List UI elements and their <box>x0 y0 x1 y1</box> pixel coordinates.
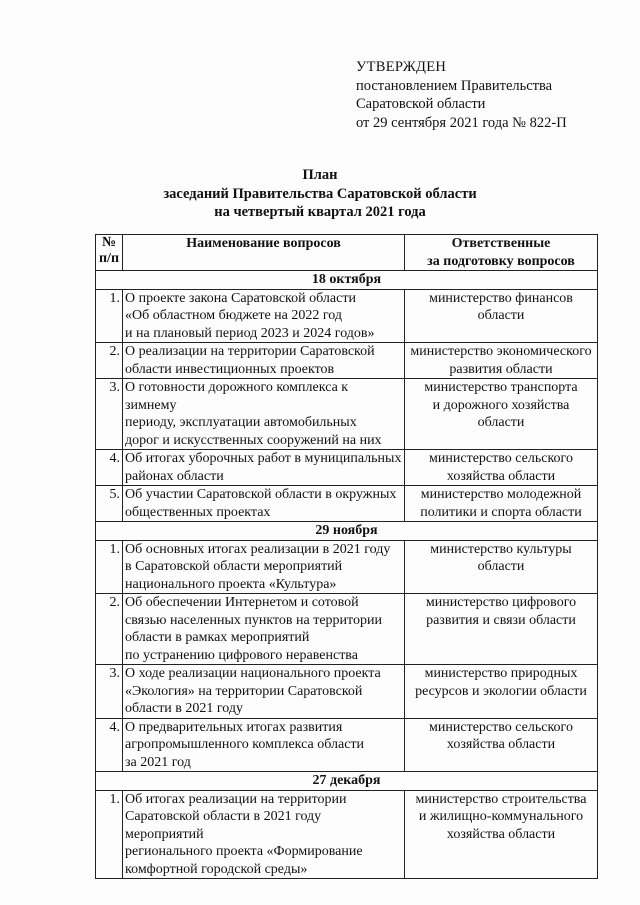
responsible-text: министерство транспорта и дорожного хозяйства области <box>405 379 598 450</box>
approval-line-2: Саратовской области <box>356 96 486 112</box>
row-number: 2. <box>96 594 123 665</box>
approval-heading: УТВЕРЖДЕН <box>356 59 447 75</box>
table-row <box>96 289 598 343</box>
plan-table <box>95 234 598 879</box>
date-row <box>96 522 598 541</box>
table-row <box>96 790 598 879</box>
header-responsible-line-1: Ответственные <box>451 236 551 251</box>
header-number-line-1: № <box>101 235 117 250</box>
meeting-date: 27 декабря <box>96 772 598 791</box>
date-row <box>96 271 598 290</box>
responsible-text: министерство строительства и жилищно-коммунального хозяйства области <box>405 790 598 879</box>
row-number: 3. <box>96 665 123 719</box>
header-responsible <box>405 235 598 271</box>
table-row <box>96 343 598 379</box>
question-text: О ходе реализации национального проекта «Экология» на территории Саратовской области в 2021 году <box>123 665 405 719</box>
responsible-text: министерство финансов области <box>405 289 598 343</box>
approval-line-3: от 29 сентября 2021 года № 822-П <box>356 114 567 131</box>
header-question: Наименование вопросов <box>123 235 405 271</box>
table-row <box>96 379 598 450</box>
question-text: О реализации на территории Саратовской области инвестиционных проектов <box>123 343 405 379</box>
document-title <box>0 166 640 222</box>
row-number: 2. <box>96 343 123 379</box>
meeting-date: 18 октября <box>96 271 598 290</box>
row-number: 3. <box>96 379 123 450</box>
question-text: Об обеспечении Интернетом и сотовой связью населенных пунктов на территории области в рамках мероприятий по устранению цифрового неравенства <box>123 594 405 665</box>
approval-block <box>356 58 567 132</box>
header-number-line-2: п/п <box>98 251 120 266</box>
header-number <box>96 235 123 271</box>
question-text: Об итогах реализации на территории Саратовской области в 2021 году мероприятий регионального проекта «Формирование комфортной городской среды» <box>123 790 405 879</box>
approval-line-1: постановлением Правительства <box>356 77 553 94</box>
question-text: Об основных итогах реализации в 2021 году в Саратовской области мероприятий национального проекта «Культура» <box>123 540 405 594</box>
meeting-date: 29 ноября <box>96 522 598 541</box>
responsible-text: министерство природных ресурсов и экологии области <box>405 665 598 719</box>
row-number: 5. <box>96 486 123 522</box>
row-number: 1. <box>96 790 123 879</box>
table-header-row <box>96 235 598 271</box>
question-text: Об участии Саратовской области в окружных общественных проектах <box>123 486 405 522</box>
table-row <box>96 450 598 486</box>
responsible-text: министерство экономического развития области <box>405 343 598 379</box>
table-row <box>96 594 598 665</box>
table-row <box>96 540 598 594</box>
question-text: Об итогах уборочных работ в муниципальных районах области <box>123 450 405 486</box>
table-row <box>96 718 598 772</box>
row-number: 4. <box>96 450 123 486</box>
plan-table-body <box>96 271 598 879</box>
responsible-text: министерство культуры области <box>405 540 598 594</box>
table-row <box>96 665 598 719</box>
responsible-text: министерство сельского хозяйства области <box>405 450 598 486</box>
row-number: 4. <box>96 718 123 772</box>
header-responsible-line-2: за подготовку вопросов <box>427 253 575 269</box>
responsible-text: министерство цифрового развития и связи области <box>405 594 598 665</box>
row-number: 1. <box>96 540 123 594</box>
question-text: О предварительных итогах развития агропромышленного комплекса области за 2021 год <box>123 718 405 772</box>
responsible-text: министерство молодежной политики и спорта области <box>405 486 598 522</box>
responsible-text: министерство сельского хозяйства области <box>405 718 598 772</box>
question-text: О проекте закона Саратовской области «Об областном бюджете на 2022 год и на плановый период 2023 и 2024 годов» <box>123 289 405 343</box>
row-number: 1. <box>96 289 123 343</box>
question-text: О готовности дорожного комплекса к зимнему периоду, эксплуатации автомобильных дорог и искусственных сооружений на них <box>123 379 405 450</box>
table-row <box>96 486 598 522</box>
date-row <box>96 772 598 791</box>
title-line-3: на четвертый квартал 2021 года <box>214 204 426 220</box>
title-line-1: План <box>302 167 338 183</box>
title-line-2: заседаний Правительства Саратовской области <box>163 185 477 202</box>
